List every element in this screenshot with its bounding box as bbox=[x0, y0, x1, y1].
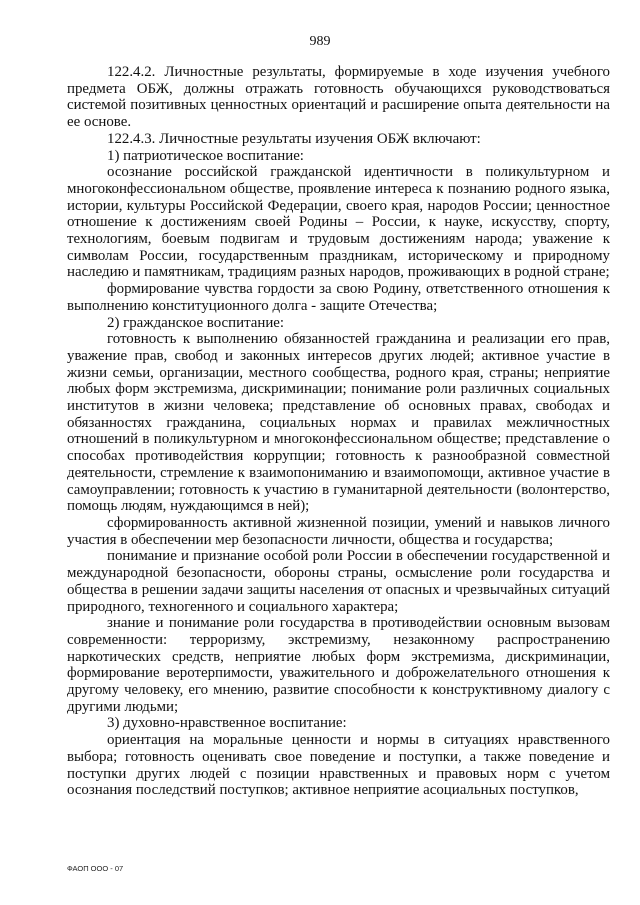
document-body bbox=[67, 64, 610, 799]
paragraph-role-of-russia: понимание и признание особой роли России в обеспечении государственной и международной безопасности, обороны страны, осмысление роли государства и общества в решении задачи защиты населения от опасных и чрезвычайных ситуаций природного, техногенного и социального характера; bbox=[67, 548, 610, 615]
paragraph-duties: готовность к выполнению обязанностей гражданина и реализации его прав, уважение прав, свобод и законных интересов других людей; активное участие в жизни семьи, организации, местного сообщества, родного края, страны; неприятие любых форм экстремизма, дискриминации; понимание роли различных социальных институтов в жизни человека; представление об основных правах, свободах и обязанностях гражданина, социальных нормах и правилах межличностных отношений в поликультурном и многоконфессиональном обществе; представление о способах противодействия коррупции; готовность к разнообразной совместной деятельности, стремление к взаимопониманию и взаимопомощи, активное участие в самоуправлении; готовность к участию в гуманитарной деятельности (волонтерство, помощь людям, нуждающимся в ней); bbox=[67, 331, 610, 515]
heading-patriotic: 1) патриотическое воспитание: bbox=[107, 147, 304, 164]
heading-moral: 3) духовно-нравственное воспитание: bbox=[107, 715, 347, 732]
paragraph-122-4-3: 122.4.3. Личностные результаты изучения ОБЖ включают: bbox=[107, 130, 481, 147]
paragraph-pride: формирование чувства гордости за свою Родину, ответственного отношения к выполнению конституционного долга - защите Отечества; bbox=[67, 281, 610, 314]
heading-civic: 2) гражданское воспитание: bbox=[107, 314, 285, 331]
paragraph-active-position: сформированность активной жизненной позиции, умений и навыков личного участия в обеспечении мер безопасности личности, общества и государства; bbox=[67, 514, 610, 548]
paragraph-122-4-2: 122.4.2. Личностные результаты, формируемые в ходе изучения учебного предмета ОБЖ, должны отражать готовность обучающихся руководствоваться системой позитивных ценностных ориентаций и расширение опыта деятельности на ее основе. bbox=[67, 64, 610, 131]
paragraph-identity: осознание российской гражданской идентичности в поликультурном и многоконфессиональном обществе, проявление интереса к познанию родного языка, истории, культуры Российской Федерации, своего края, народов России; ценностное отношение к достижениям своей Родины – России, к науке, искусству, спорту, технологиям, боевым подвигам и трудовым достижениям народа; уважение к символам России, государственным праздникам, историческому и природному наследию и памятникам, традициям разных народов, проживающих в родной стране; bbox=[67, 164, 610, 281]
footer-label: ФАОП ООО - 07 bbox=[67, 864, 124, 873]
page-number: 989 bbox=[309, 34, 331, 49]
paragraph-moral-values: ориентация на моральные ценности и нормы в ситуациях нравственного выбора; готовность оценивать свое поведение и поступки, а также поведение и поступки других людей с позиции нравственных и правовых норм с учетом осознания последствий поступков; активное неприятие асоциальных поступков, bbox=[67, 732, 610, 799]
paragraph-state-role: знание и понимание роли государства в противодействии основным вызовам современности: терроризму, экстремизму, незаконному распространению наркотических средств, неприятие любых форм экстремизма, дискриминации, формирование веротерпимости, уважительного и доброжелательного отношения к другому человеку, его мнению, развитие способности к конструктивному диалогу с другими людьми; bbox=[67, 615, 610, 715]
